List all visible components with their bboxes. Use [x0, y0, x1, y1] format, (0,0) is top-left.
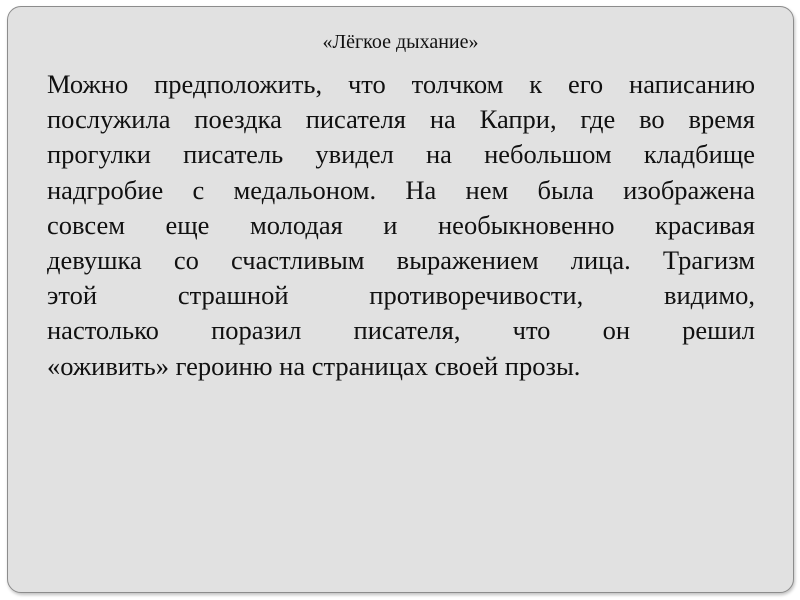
slide [7, 6, 794, 593]
body-line-7: этой страшной противоречивости, видимо, [47, 280, 755, 311]
slide-title: «Лёгкое дыхание» [322, 31, 479, 53]
body-line-1: Можно предположить, что толчком к его написанию [47, 69, 755, 99]
body-line-9: «оживить» героиню на страницах своей прозы. [47, 350, 581, 381]
body-line-5: совсем еще молодая и необыкновенно красивая [47, 209, 755, 240]
body-line-4: надгробие с медальоном. На нем была изображена [47, 174, 755, 205]
body-line-3: прогулки писатель увидел на небольшом кладбище [47, 139, 755, 170]
body-line-6: девушка со счастливым выражением лица. Трагизм [47, 244, 755, 275]
body-line-8: настолько поразил писателя, что он решил [47, 315, 755, 346]
slide-body-text [47, 67, 755, 384]
body-line-2: послужила поездка писателя на Капри, где во время [47, 104, 755, 135]
